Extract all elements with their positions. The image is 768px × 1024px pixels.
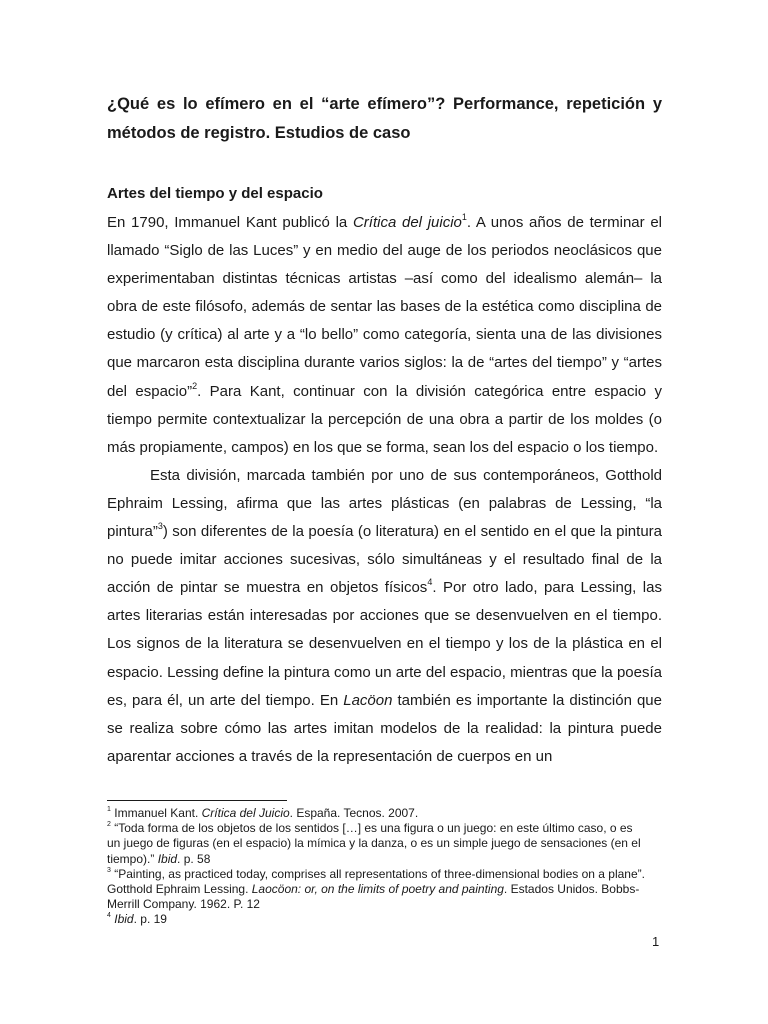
paragraph-2 (107, 462, 662, 771)
footnote-1 (107, 806, 647, 821)
footnote-text: . Estados Unidos. Bobbs-Merrill Company. 1962. P. 12 (107, 882, 640, 912)
section-heading: Artes del tiempo y del espacio (107, 185, 323, 202)
footnote-number: 3 (107, 866, 111, 874)
paragraph-text: también es importante la distinción que se realiza sobre cómo las artes imitan modelos de la realidad: la pintura puede aparentar acciones a través de la representación de cuerpos en un (107, 691, 662, 765)
footnote-number: 2 (107, 821, 111, 829)
footnote-title: Ibid (157, 851, 178, 866)
paragraph-text: . Por otro lado, para Lessing, las artes literarias están interesadas por acciones que se desenvuelven en el tiempo. Los signos de la literatura se desenvuelven en el tiempo y los de la plástica en el espacio. Lessing define la pintura como un arte del espacio, mientras que la poesía es, para él, un arte del tiempo. En (107, 579, 662, 709)
paragraph-text: En 1790, Immanuel Kant publicó la (107, 214, 353, 231)
footnote-ref[interactable]: 1 (461, 212, 467, 222)
book-title: Lacöon (343, 691, 393, 709)
footnote-number: 1 (107, 806, 111, 813)
body-text (107, 209, 662, 771)
footnote-ref[interactable]: 4 (427, 577, 433, 588)
footnote-ref[interactable]: 3 (157, 521, 163, 532)
footnote-number: 4 (107, 912, 111, 920)
footnote-text: . p. 19 (133, 912, 167, 927)
footnote-4 (107, 912, 647, 927)
footnote-text: “Toda forma de los objetos de los sentidos […] es una figura o un juego: en este último caso, o es un juego de figuras (en el espacio) la mímica y la danza, o es un simple juego de sensaciones (en el tiempo).” (107, 821, 641, 866)
footnote-title: Laocöon: or, on the limits of poetry and painting (251, 882, 504, 897)
paragraph-text: . Para Kant, continuar con la división categórica entre espacio y tiempo permite contextualizar la percepción de una obra a partir de los moldes (o más propiamente, campos) en los que se forma, sean los del espacio o los tiempo. (107, 382, 662, 456)
paragraph-1 (107, 209, 662, 462)
footnote-text: “Painting, as practiced today, comprises all representations of three-dimensional bodies on a plane”. Gotthold Ephraim Lessing. (107, 866, 645, 897)
footnote-text: . España. Tecnos. 2007. (289, 806, 419, 820)
footnotes (107, 806, 647, 928)
book-title: Crítica del juicio (352, 214, 462, 231)
paragraph-text: ) son diferentes de la poesía (o literatura) en el sentido en el que la pintura no puede imitar acciones sucesivas, sólo simultáneas y el resultado final de la acción de pintar se muestra en objetos físicos (107, 523, 662, 597)
page-number: 1 (652, 934, 660, 949)
footnote-3 (107, 867, 647, 913)
footnote-text: . p. 58 (177, 851, 211, 866)
paragraph-text: . A unos años de terminar el llamado “Siglo de las Luces” y en medio del auge de los periodos neoclásicos que experimentaban distintas técnicas artistas –así como del idealismo alemán– la obra de este filósofo, además de sentar las bases de la estética como disciplina de estudio (y crítica) al arte y a “lo bello” como categoría, sienta una de las divisiones que marcaron esta disciplina durante varios siglos: la de “artes del tiempo” y “artes del espacio” (107, 214, 662, 400)
footnote-title: Ibid (114, 912, 134, 927)
footnote-ref[interactable]: 2 (192, 380, 198, 391)
paragraph-text: Esta división, marcada también por uno de sus contemporáneos, Gotthold Ephraim Lessing, afirma que las artes plásticas (en palabras de Lessing, “la pintura” (107, 466, 662, 541)
footnote-text: Immanuel Kant. (110, 806, 202, 820)
document-title: ¿Qué es lo efímero en el “arte efímero”? Performance, repetición y métodos de registro. Estudios de caso (107, 95, 662, 142)
footnote-2 (107, 821, 647, 867)
footnote-title: Crítica del Juicio (201, 806, 290, 820)
footnote-separator (107, 800, 287, 801)
